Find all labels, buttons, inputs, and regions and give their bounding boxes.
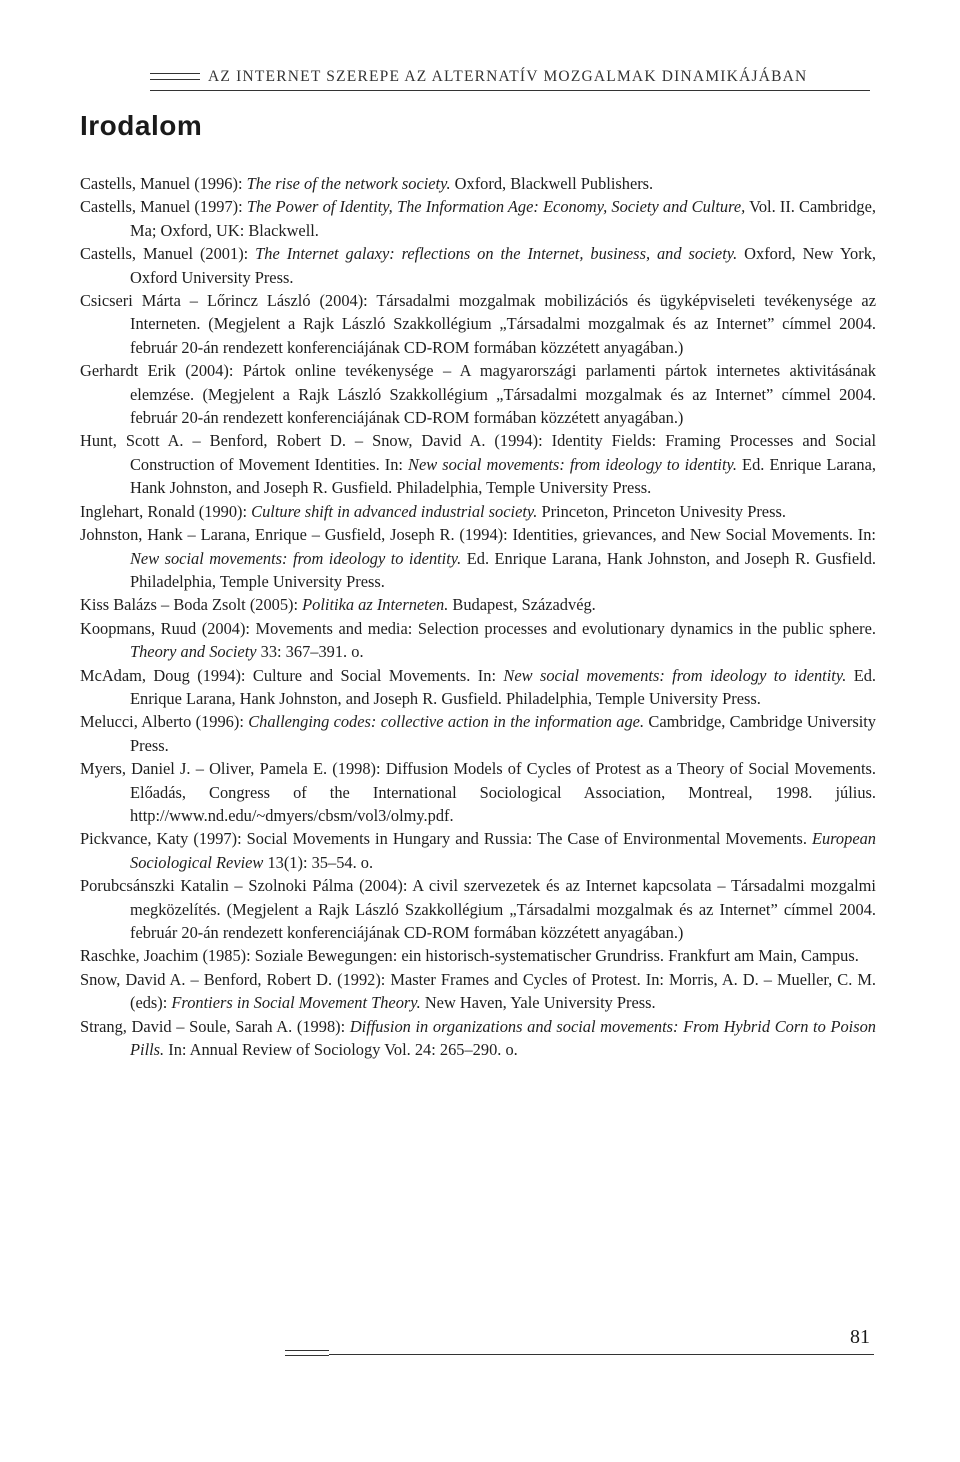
- reference-title-italic: Theory and Society: [130, 642, 257, 662]
- reference-text: Hunt, Scott A. – Benford, Robert D. – Snow, David A. (1994): Identity Fields: Framing Processes and Social Construction of Movement Identities. In:: [80, 431, 876, 474]
- reference-entry: [80, 874, 876, 944]
- running-title: AZ INTERNET SZEREPE AZ ALTERNATÍV MOZGALMAK DINAMIKÁJÁBAN: [208, 68, 808, 85]
- reference-text: Ed. Enrique Larana, Hank Johnston, and Joseph R. Gusfield. Philadelphia, Temple University Press.: [130, 665, 877, 708]
- reference-text: Myers, Daniel J. – Oliver, Pamela E. (1998): Diffusion Models of Cycles of Protest as a Theory of Social Movements. Előadás, Congress of the International Sociological Association, Montreal, 1998. július. http://www.nd.edu/~dmyers/cbsm/vol3/olmy.pdf.: [80, 759, 876, 825]
- header-ornament-rule: [150, 73, 200, 80]
- reference-text: Raschke, Joachim (1985): Soziale Bewegungen: ein historisch-systematischer Grundriss. Frankfurt am Main, Campus.: [80, 946, 859, 966]
- reference-text: New Haven, Yale University Press.: [420, 993, 656, 1013]
- reference-title-italic: The Power of Identity, The Information Age: Economy, Society and Culture,: [246, 197, 746, 217]
- reference-text: Castells, Manuel (1997):: [80, 197, 247, 217]
- reference-text: Vol. II. Cambridge, Ma; Oxford, UK: Blackwell.: [130, 197, 876, 240]
- reference-text: Pickvance, Katy (1997): Social Movements in Hungary and Russia: The Case of Environmental Movements.: [80, 829, 812, 849]
- running-header: [150, 64, 870, 86]
- reference-text: Snow, David A. – Benford, Robert D. (1992): Master Frames and Cycles of Protest. In: Morris, A. D. – Mueller, C. M. (eds):: [80, 969, 876, 1013]
- reference-entry: [80, 429, 876, 499]
- reference-text: Inglehart, Ronald (1990):: [80, 501, 252, 521]
- reference-entry: [80, 968, 876, 1015]
- reference-text: Strang, David – Soule, Sarah A. (1998):: [80, 1016, 350, 1036]
- reference-title-italic: Culture shift in advanced industrial society.: [251, 501, 538, 521]
- reference-entry: [80, 664, 876, 711]
- reference-text: Cambridge, Cambridge University Press.: [130, 712, 877, 755]
- section-title: Irodalom: [80, 110, 203, 141]
- reference-title-italic: European Sociological Review: [130, 829, 876, 872]
- reference-text: Ed. Enrique Larana, Hank Johnston, and Joseph R. Gusfield. Philadelphia, Temple University Press.: [130, 548, 876, 591]
- reference-text: Gerhardt Erik (2004): Pártok online tevékenysége – A magyarországi parlamenti pártok internetes aktivitásának elemzése. (Megjelent a Rajk László Szakkollégium „Társadalmi mozgalmak és az Internet” címmel 2004. február 20-án rendezett konferenciájának CD-ROM formában közzétett anyagában.): [80, 361, 876, 428]
- reference-title-italic: Challenging codes: collective action in the information age.: [248, 712, 645, 732]
- reference-entry: [80, 242, 876, 289]
- reference-text: Budapest, Századvég.: [448, 595, 596, 615]
- reference-text: Csicseri Márta – Lőrincz László (2004): Társadalmi mozgalmak mobilizációs és ügyképviseleti tevékenysége az Interneten. (Megjelent a Rajk László Szakkollégium „Társadalmi mozgalmak és az Internet” címmel 2004. február 20-án rendezett konferenciájának CD-ROM formában közzétett anyagában.): [80, 291, 876, 357]
- reference-text: Koopmans, Ruud (2004): Movements and media: Selection processes and evolutionary dynamics in the public sphere.: [80, 618, 876, 638]
- reference-text: Melucci, Alberto (1996):: [80, 712, 249, 732]
- reference-text: Oxford, New York, Oxford University Press.: [130, 244, 876, 287]
- reference-title-italic: New social movements: from ideology to identity.: [130, 548, 462, 568]
- reference-entry: [80, 195, 876, 242]
- header-divider: [150, 90, 870, 91]
- page-number: 81: [850, 1326, 870, 1348]
- footer-ornament-rule: [285, 1350, 329, 1356]
- reference-entry: [80, 827, 876, 874]
- reference-list: [80, 172, 876, 1061]
- reference-entry: [80, 593, 876, 616]
- reference-title-italic: Politika az Interneten.: [302, 595, 449, 615]
- reference-text: Castells, Manuel (2001):: [80, 244, 256, 264]
- reference-text: Kiss Balázs – Boda Zsolt (2005):: [80, 595, 303, 615]
- reference-entry: [80, 289, 876, 359]
- reference-title-italic: New social movements: from ideology to identity.: [408, 454, 737, 474]
- reference-text: Princeton, Princeton Univesity Press.: [537, 501, 786, 521]
- reference-entry: [80, 172, 876, 195]
- reference-title-italic: The rise of the network society.: [246, 174, 451, 193]
- reference-entry: [80, 359, 876, 429]
- reference-entry: [80, 944, 876, 967]
- reference-title-italic: New social movements: from ideology to identity.: [503, 665, 847, 685]
- reference-text: 13(1): 35–54. o.: [263, 852, 374, 872]
- reference-entry: [80, 1015, 876, 1062]
- reference-title-italic: Diffusion in organizations and social movements: From Hybrid Corn to Poison Pills.: [130, 1016, 877, 1060]
- reference-text: Oxford, Blackwell Publishers.: [450, 174, 654, 193]
- reference-text: Porubcsánszki Katalin – Szolnoki Pálma (2004): A civil szervezetek és az Internet kapcsolata – Társadalmi mozgalmi megközelítés. (Megjelent a Rajk László Szakkollégium „Társadalmi mozgalmak és az Internet” címmel 2004. február 20-án rendezett konferenciájának CD-ROM formában közzétett anyagában.): [80, 876, 876, 942]
- reference-title-italic: Frontiers in Social Movement Theory.: [171, 993, 421, 1013]
- reference-entry: [80, 617, 876, 664]
- reference-text: McAdam, Doug (1994): Culture and Social Movements. In:: [80, 665, 504, 685]
- reference-text: Johnston, Hank – Larana, Enrique – Gusfield, Joseph R. (1994): Identities, grievances, and New Social Movements. In:: [80, 525, 876, 545]
- reference-entry: [80, 710, 876, 757]
- footer-divider: [329, 1354, 874, 1355]
- reference-text: In: Annual Review of Sociology Vol. 24: 265–290. o.: [164, 1040, 518, 1060]
- reference-title-italic: The Internet galaxy: reflections on the Internet, business, and society.: [255, 244, 738, 264]
- reference-entry: [80, 500, 876, 523]
- reference-entry: [80, 757, 876, 827]
- reference-text: 33: 367–391. o.: [256, 642, 364, 662]
- reference-text: Ed. Enrique Larana, Hank Johnston, and Joseph R. Gusfield. Philadelphia, Temple University Press.: [130, 454, 876, 498]
- reference-text: Castells, Manuel (1996):: [80, 174, 247, 193]
- reference-entry: [80, 523, 876, 593]
